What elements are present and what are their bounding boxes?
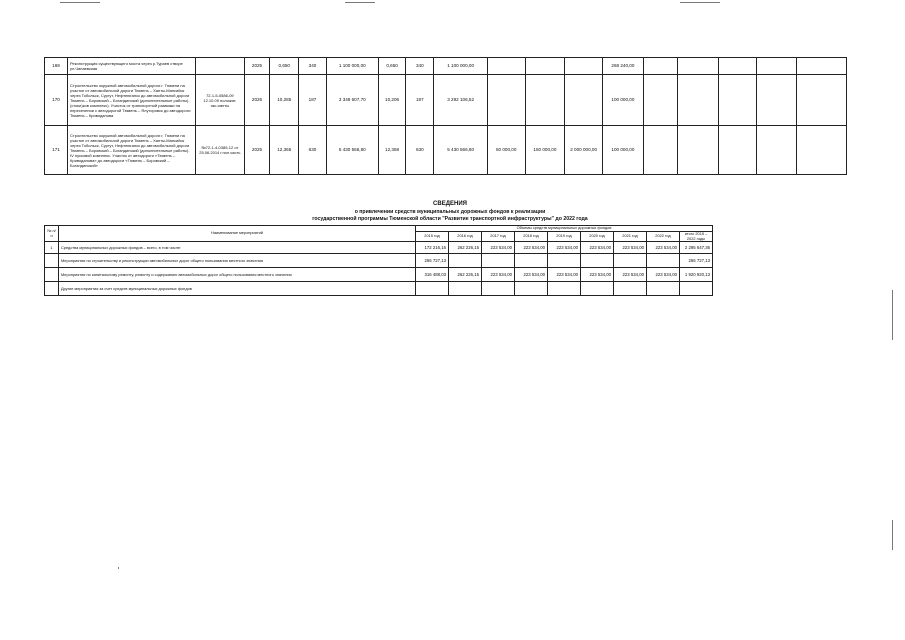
- row-value: [647, 282, 680, 296]
- year-header: 2021 год: [614, 232, 647, 242]
- cell-c8: [756, 58, 796, 75]
- row-value: 223 534,00: [614, 268, 647, 282]
- year-header: 2022 год: [647, 232, 680, 242]
- cell-c2: [525, 75, 565, 126]
- cell-cost2: 3 292 106,52: [434, 75, 487, 126]
- row-value: 223 534,00: [647, 242, 680, 254]
- row-name: Мероприятия по капитальному ремонту, ремонту и содержанию автомобильных дорог общего пользования местного значения: [59, 268, 416, 282]
- cell-c5: [643, 75, 678, 126]
- scan-artifact: [345, 2, 375, 3]
- row-value: 223 534,00: [482, 242, 515, 254]
- year-header: 2019 год: [548, 232, 581, 242]
- row-value: [449, 254, 482, 268]
- row-value: 223 534,00: [548, 242, 581, 254]
- heading-title: СВЕДЕНИЯ: [433, 201, 467, 207]
- cell-km: 12,365: [270, 126, 299, 175]
- cell-cost2: 5 430 566,80: [434, 126, 487, 175]
- row-value: 262 226,15: [449, 268, 482, 282]
- year-header: 2017 год: [482, 232, 515, 242]
- cell-cost2: 1 100 000,00: [434, 58, 487, 75]
- row-value: 266 727,13: [416, 254, 449, 268]
- row-value: 223 534,00: [581, 242, 614, 254]
- cell-c2: [525, 58, 565, 75]
- row-value: [581, 254, 614, 268]
- cell-doc: 72-1-5-0586-09 12.10.09 положит. экс.сметы: [195, 75, 244, 126]
- cell-c7: [719, 126, 757, 175]
- row-value: [449, 282, 482, 296]
- cell-m2: 187: [406, 75, 434, 126]
- cell-name: Строительство окружной автомобильной дороги г. Тюмени на участке от автомобильной дороги Тюмень – Ханты-Мансийск через Тобольск, Сургут, Нефтеюганск до автомобильной дороги Тюмень – Боровский – Богандинский (дополнительные работы), (стоки)ков комплекс). Участок от транспортной развязки на пересечении с автодорогой Тюмень – Ялуторовск до автодороги Тюмень – Криводанова: [68, 75, 196, 126]
- row-value: [548, 282, 581, 296]
- scan-artifact: [680, 2, 720, 3]
- cell-km: 10,285: [270, 75, 299, 126]
- table-row: [45, 282, 713, 296]
- cell-c1: 50 000,00: [487, 126, 525, 175]
- cell-cost: 1 100 000,00: [326, 58, 378, 75]
- cell-c7: [719, 58, 757, 75]
- row-value: 172 216,16: [416, 242, 449, 254]
- col-no-header: № п/п: [45, 226, 59, 242]
- cell-no: 169: [45, 58, 68, 75]
- year-header: 2020 год: [581, 232, 614, 242]
- cell-km: 0,650: [270, 58, 299, 75]
- row-name: Мероприятия по строительству и реконструкции автомобильных дорог общего пользования местного значения: [59, 254, 416, 268]
- scan-artifact: [118, 567, 119, 569]
- row-value: 2 295 647,36: [680, 242, 713, 254]
- cell-no: 170: [45, 75, 68, 126]
- heading-subtitle-2: государственной программы Тюменской области "Развитие транспортной инфраструктуры" до 2022 года: [312, 215, 588, 222]
- row-value: [581, 282, 614, 296]
- cell-c2: 150 000,00: [525, 126, 565, 175]
- row-number: [45, 268, 59, 282]
- row-value: [482, 254, 515, 268]
- cell-empty: [796, 126, 846, 175]
- table-row: [45, 268, 713, 282]
- row-value: 223 534,00: [515, 242, 548, 254]
- table-row: [45, 242, 713, 254]
- objects-table: [44, 57, 847, 175]
- cell-doc: [195, 58, 244, 75]
- cell-c8: [756, 126, 796, 175]
- cell-name: Реконструкция существующего моста через р.Тураев створе ул.Чапаевская: [68, 58, 196, 75]
- cell-m: 187: [299, 75, 326, 126]
- group-header: Объемы средств муниципальных дорожных фондов: [416, 226, 713, 232]
- cell-c3: 2 000 000,00: [565, 126, 603, 175]
- heading-subtitle: о привлечении средств муниципальных дорожных фондов к реализации: [354, 208, 546, 215]
- cell-year: 2026: [244, 75, 269, 126]
- cell-no: 171: [45, 126, 68, 175]
- cell-year: 2025: [244, 126, 269, 175]
- row-value: [416, 282, 449, 296]
- row-value: [548, 254, 581, 268]
- table-row: [45, 58, 847, 75]
- cell-c1: [487, 58, 525, 75]
- cell-c6: [678, 75, 719, 126]
- row-number: 1: [45, 242, 59, 254]
- row-value: 223 534,00: [482, 268, 515, 282]
- cell-year: 2025: [244, 58, 269, 75]
- cell-c4: 100 000,00: [602, 75, 643, 126]
- scan-artifact: [892, 520, 893, 550]
- cell-c5: [643, 126, 678, 175]
- road-funds-table-body: [45, 242, 713, 296]
- cell-c1: [487, 75, 525, 126]
- row-value: 262 226,15: [449, 242, 482, 254]
- year-header: 2016 год: [449, 232, 482, 242]
- road-funds-table: [44, 225, 713, 296]
- cell-c5: [643, 58, 678, 75]
- year-header: итого 2015 – 2022 годы: [680, 232, 713, 242]
- row-value: 223 534,00: [581, 268, 614, 282]
- cell-empty: [796, 58, 846, 75]
- row-value: 1 920 920,13: [680, 268, 713, 282]
- cell-m2: 630: [406, 126, 434, 175]
- row-name: Другие мероприятия за счет средств муниципальных дорожных фондов: [59, 282, 416, 296]
- row-value: [614, 254, 647, 268]
- cell-cost: 3 349 607,70: [326, 75, 378, 126]
- row-value: 316 488,03: [416, 268, 449, 282]
- table-row: [45, 254, 713, 268]
- row-value: [614, 282, 647, 296]
- year-header: 2015 год: [416, 232, 449, 242]
- row-value: 223 534,00: [647, 268, 680, 282]
- row-value: 266 727,13: [680, 254, 713, 268]
- cell-km2: 12,368: [378, 126, 405, 175]
- cell-km2: 0,650: [378, 58, 405, 75]
- cell-c6: [678, 126, 719, 175]
- row-value: 223 534,00: [515, 268, 548, 282]
- row-value: [680, 282, 713, 296]
- cell-doc: №72-1-4-0385-12 от 25.06.2014 г.пол.часть: [195, 126, 244, 175]
- cell-m2: 340: [406, 58, 434, 75]
- cell-c3: [565, 58, 603, 75]
- table-row: [45, 75, 847, 126]
- cell-name: Строительство окружной автомобильной дороги г. Тюмени на участке от автомобильной дороги Тюмень – Ханты-Мансийск через Тобольск, Сургут, Нефтеюганск до автомобильной дороги Тюмень – Боровский – Богандинский (дополнительные работы). IV пусковой комплекс. Участок от автодороги «Тюмень – Криводанова» до автодороги «Тюмень – Боровский – Богандинский»: [68, 126, 196, 175]
- cell-m: 630: [299, 126, 326, 175]
- row-value: [647, 254, 680, 268]
- section-heading: [240, 201, 660, 222]
- cell-c4: 268 240,00: [602, 58, 643, 75]
- cell-c4: 100 000,00: [602, 126, 643, 175]
- row-value: [515, 254, 548, 268]
- col-name-header: Наименование мероприятий: [59, 226, 416, 242]
- cell-empty: [796, 75, 846, 126]
- scan-artifact: [60, 2, 100, 3]
- scan-artifact: [892, 290, 893, 340]
- table-row: [45, 126, 847, 175]
- cell-c6: [678, 58, 719, 75]
- row-value: [482, 282, 515, 296]
- objects-table-body: [45, 58, 847, 175]
- row-value: [515, 282, 548, 296]
- cell-m: 340: [299, 58, 326, 75]
- row-value: 223 534,00: [614, 242, 647, 254]
- row-name: Средства муниципальных дорожных фондов – всего, в том числе:: [59, 242, 416, 254]
- cell-c3: [565, 75, 603, 126]
- row-number: [45, 254, 59, 268]
- row-value: 223 534,00: [548, 268, 581, 282]
- cell-cost: 5 430 566,80: [326, 126, 378, 175]
- cell-c8: [756, 75, 796, 126]
- year-header: 2018 год: [515, 232, 548, 242]
- cell-c7: [719, 75, 757, 126]
- cell-km2: 10,206: [378, 75, 405, 126]
- row-number: [45, 282, 59, 296]
